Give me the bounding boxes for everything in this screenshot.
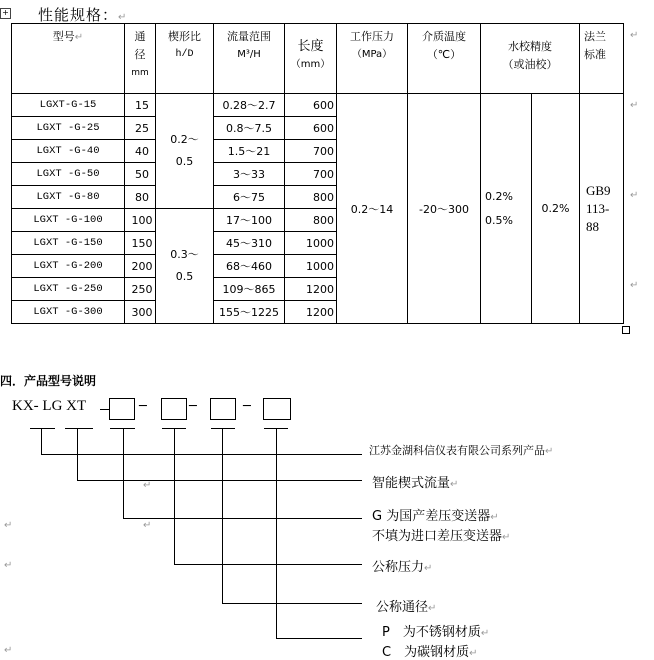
paragraph-mark: ↵ <box>630 280 639 291</box>
desc-carbon-steel: C 为碳钢材质↵ <box>382 645 478 660</box>
header-flow-range: 流量范围 M³/H <box>214 24 285 94</box>
cell-flow: 3～33 <box>214 163 285 186</box>
cell-model: LGXT-G-15 <box>12 94 125 117</box>
header-medium-temperature: 介质温度 （℃） <box>408 24 481 94</box>
leader-line <box>77 480 362 481</box>
table-resize-handle[interactable] <box>622 326 630 334</box>
cell-accuracy-oil: 0.2% <box>532 94 580 324</box>
paragraph-mark: ↵ <box>143 480 152 491</box>
cell-diameter: 50 <box>125 163 156 186</box>
cell-wedge-group-2: 0.3～ 0.5 <box>156 209 214 324</box>
paragraph-mark: ↵ <box>143 520 152 531</box>
cell-length: 1000 <box>285 255 337 278</box>
desc-company-series: 江苏金湖科信仪表有限公司系列产品↵ <box>369 444 554 457</box>
paragraph-mark: ↵ <box>4 645 13 656</box>
cell-diameter: 25 <box>125 117 156 140</box>
code-dash: ─ <box>243 399 251 414</box>
cell-diameter: 40 <box>125 140 156 163</box>
code-dash: ─ <box>139 399 147 414</box>
desc-nominal-pressure: 公称压力↵ <box>372 560 433 575</box>
cell-flow: 45～310 <box>214 232 285 255</box>
leader-line <box>41 454 362 455</box>
leader-line <box>222 603 362 604</box>
code-dash: ─ <box>189 399 197 414</box>
cell-length: 800 <box>285 209 337 232</box>
header-diameter: 通 径 mm <box>125 24 156 94</box>
cell-model: LGXT -G-150 <box>12 232 125 255</box>
cell-length: 700 <box>285 163 337 186</box>
desc-nominal-diameter: 公称通径↵ <box>376 600 437 615</box>
code-box-transmitter <box>263 398 291 420</box>
code-box-diameter <box>161 398 187 420</box>
cell-length: 700 <box>285 140 337 163</box>
cell-diameter: 200 <box>125 255 156 278</box>
desc-imported-transmitter: 不填为进口差压变送器↵ <box>372 529 511 544</box>
cell-length: 1200 <box>285 301 337 324</box>
cell-flow: 1.5～21 <box>214 140 285 163</box>
cell-model: LGXT -G-40 <box>12 140 125 163</box>
code-box-pressure <box>210 398 236 420</box>
desc-domestic-transmitter: G 为国产差压变送器↵ <box>372 509 499 524</box>
cell-length: 1000 <box>285 232 337 255</box>
cell-wedge-group-1: 0.2～ 0.5 <box>156 94 214 209</box>
leader-line <box>123 518 362 519</box>
table-row <box>12 94 624 117</box>
leader-line <box>174 429 175 564</box>
header-accuracy: 水校精度 （或油校） <box>481 24 580 94</box>
cell-flow: 155～1225 <box>214 301 285 324</box>
leader-line <box>222 429 223 603</box>
cell-length: 800 <box>285 186 337 209</box>
cell-diameter: 100 <box>125 209 156 232</box>
header-model: 型号↵ <box>12 24 125 94</box>
spec-table <box>11 23 624 324</box>
cell-model: LGXT -G-200 <box>12 255 125 278</box>
leader-line <box>41 429 42 454</box>
paragraph-mark: ↵ <box>630 30 639 41</box>
leader-line <box>276 429 277 638</box>
table-header-row <box>12 24 624 94</box>
code-underline <box>30 428 55 429</box>
cell-working-pressure: 0.2～14 <box>337 94 408 324</box>
paragraph-mark: ↵ <box>4 560 13 571</box>
cell-accuracy-water: 0.2% 0.5% <box>481 94 532 324</box>
model-code-prefix: KX- LG XT <box>12 398 87 414</box>
cell-flow: 17～100 <box>214 209 285 232</box>
cell-diameter: 250 <box>125 278 156 301</box>
cell-flow: 6～75 <box>214 186 285 209</box>
header-wedge-ratio: 楔形比 h/D <box>156 24 214 94</box>
table-anchor-icon[interactable]: + <box>0 8 11 19</box>
leader-line <box>123 429 124 518</box>
desc-stainless-steel: P 为不锈钢材质↵ <box>382 625 490 640</box>
cell-flow: 0.28～2.7 <box>214 94 285 117</box>
cell-model: LGXT -G-100 <box>12 209 125 232</box>
cell-flow: 109～865 <box>214 278 285 301</box>
cell-model: LGXT -G-25 <box>12 117 125 140</box>
section-title-model-explanation: 四．产品型号说明 <box>0 374 97 388</box>
cell-diameter: 80 <box>125 186 156 209</box>
paragraph-mark: ↵ <box>630 190 639 201</box>
cell-model: LGXT -G-80 <box>12 186 125 209</box>
section-title-specs: 性能规格：↵ <box>38 6 128 24</box>
cell-medium-temperature: -20～300 <box>408 94 481 324</box>
leader-line <box>276 638 362 639</box>
code-underline <box>211 428 235 429</box>
cell-model: LGXT -G-50 <box>12 163 125 186</box>
cell-flange-standard: GB9 113- 88 <box>580 94 624 324</box>
code-box-material <box>109 398 135 420</box>
cell-length: 1200 <box>285 278 337 301</box>
cell-diameter: 15 <box>125 94 156 117</box>
cell-length: 600 <box>285 117 337 140</box>
paragraph-mark: ↵ <box>630 100 639 111</box>
cell-flow: 0.8～7.5 <box>214 117 285 140</box>
desc-smart-wedge-flow: 智能楔式流量↵ <box>372 476 459 491</box>
leader-line <box>77 429 78 480</box>
code-dash <box>100 409 109 410</box>
paragraph-mark: ↵ <box>4 520 13 531</box>
code-underline <box>65 428 93 429</box>
cell-model: LGXT -G-300 <box>12 301 125 324</box>
cell-diameter: 300 <box>125 301 156 324</box>
header-length: 长度 （mm） <box>285 24 337 94</box>
cell-length: 600 <box>285 94 337 117</box>
cell-diameter: 150 <box>125 232 156 255</box>
header-flange-standard: 法兰 标准 <box>580 24 624 94</box>
cell-model: LGXT -G-250 <box>12 278 125 301</box>
header-working-pressure: 工作压力 （MPa） <box>337 24 408 94</box>
leader-line <box>174 564 362 565</box>
cell-flow: 68～460 <box>214 255 285 278</box>
